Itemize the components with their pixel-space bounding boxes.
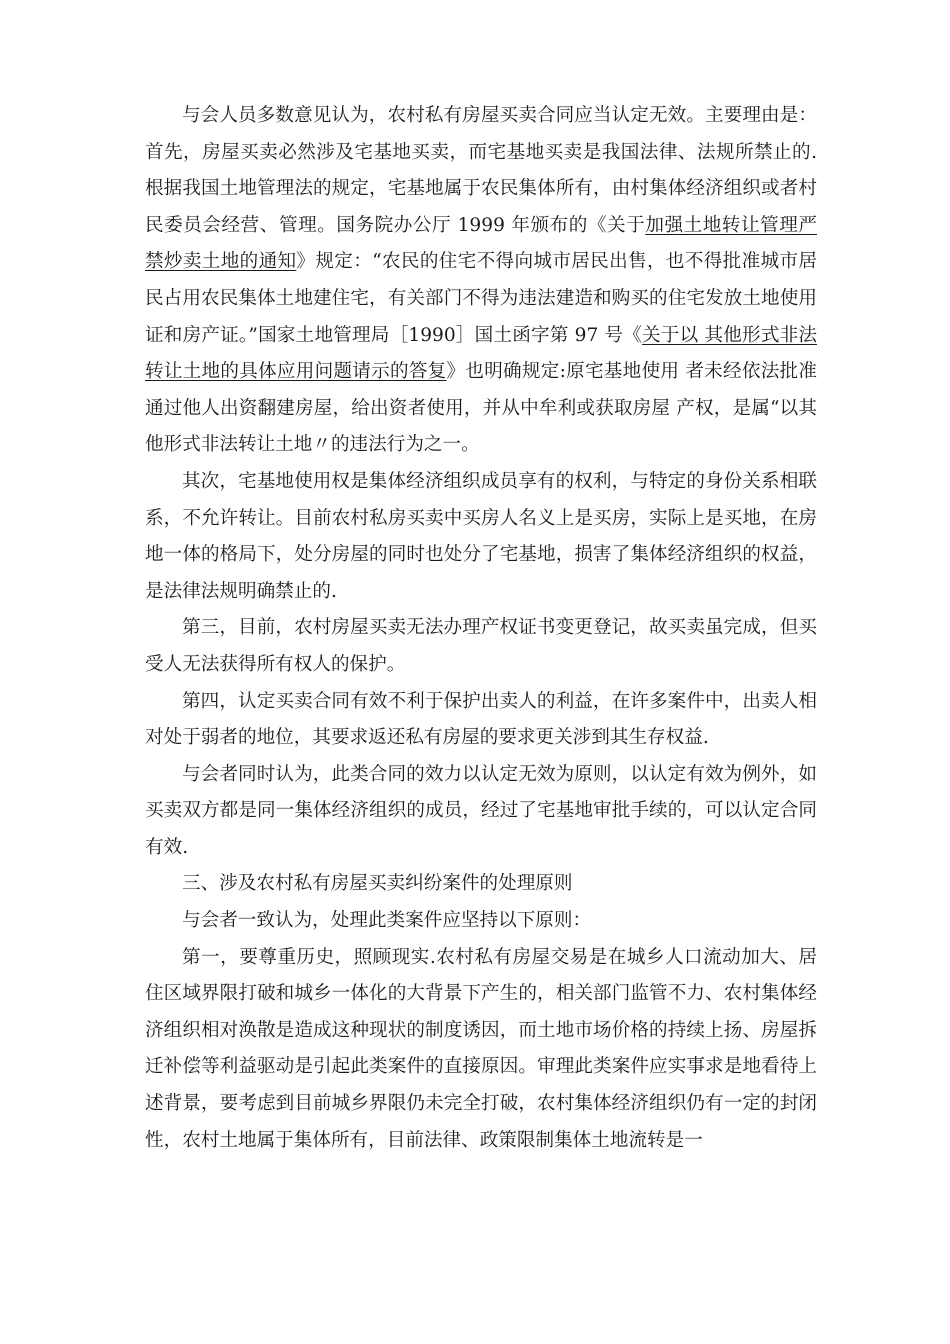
section-heading-principles: 三、涉及农村私有房屋买卖纠纷案件的处理原则 [182,873,573,895]
paragraph-fourth-reason: 第四，认定买卖合同有效不利于保护出卖人的利益，在许多案件中，出卖人相 对处于弱者的地位，其要求返还私有房屋的要求更关涉到其生存权益. [145,690,817,749]
paragraph-first-principle: 第一，要尊重历史，照顾现实.农村私有房屋交易是在城乡人口流动加大、居住区域界限打破和城乡一体化的大背景下产生的，相关部门监管不力、农村集体经济组织相对涣散是造成这种现状的制度诱因，而土地市场价格的持续上扬、房屋拆迁补偿等利益驱动是引起此类案件的直接原因。审理此类案件应实事求是地看待上述背景，要考虑到目前城乡界限仍未完全打破，农村集体经济组织仍有一定的封闭性，农村土地属于集体所有，目前法律、政策限制集体土地流转是一 [145,946,817,1151]
paragraph-third-reason: 第三，目前，农村房屋买卖无法办理产权证书变更登记，故买卖虽完成，但买受人无法获得所有权人的保护。 [145,617,817,675]
cited-notice-title: 加强土地转让管理严禁炒卖土地的通知 [145,214,817,273]
paragraph-consensus: 与会者一致认为，处理此类案件应坚持以下原则： [182,910,592,932]
paragraph-second-reason: 其次，宅基地使用权是集体经济组织成员享有的权利，与特定的身份关系相联系，不允许转让。目前农村私房买卖中买房人名义上是买房，实际上是买地，在房地一体的格局下，处分房屋的同时也处分了宅基地，损害了集体经济组织的权益，是法律法规明确禁止的. [145,470,817,602]
paragraph-text: 》规定：“农民的住宅不得向城市居民出售，也不得批准城市居民占用农民集体土地建住宅，有关部门不得为违法建造和购买的住宅发放土地使用证和房产证。”国家土地管理局［1990］国土函字第 97 号《 [145,251,817,346]
cited-reply-title: 关于以 其他形式非法转让土地的具体应用问题请示的答复 [145,324,817,383]
paragraph-exception: 与会者同时认为，此类合同的效力以认定无效为原则，以认定有效为例外，如买卖双方都是同一集体经济组织的成员，经过了宅基地审批手续的，可以认定合同有效. [145,763,817,858]
paragraph-text: 》也明确规定:原宅基地使用 者未经依法批准通过他人出资翻建房屋，给出资者使用，并从中牟利或获取房屋 产权，是属“以其他形式非法转让土地〃的违法行为之一。 [145,361,817,456]
document-body [145,98,817,1159]
paragraph-text: 与会人员多数意见认为，农村私有房屋买卖合同应当认定无效。主要理由是：首先，房屋买卖必然涉及宅基地买卖，而宅基地买卖是我国法律、法规所禁止的.根据我国土地管理法的规定，宅基地属于农民集体所有，由村集体经济组织或者村民委员会经营、管理。国务院办公厅 1999 年颁布的《关于 [145,105,817,236]
paragraph-majority-opinion [145,98,817,464]
